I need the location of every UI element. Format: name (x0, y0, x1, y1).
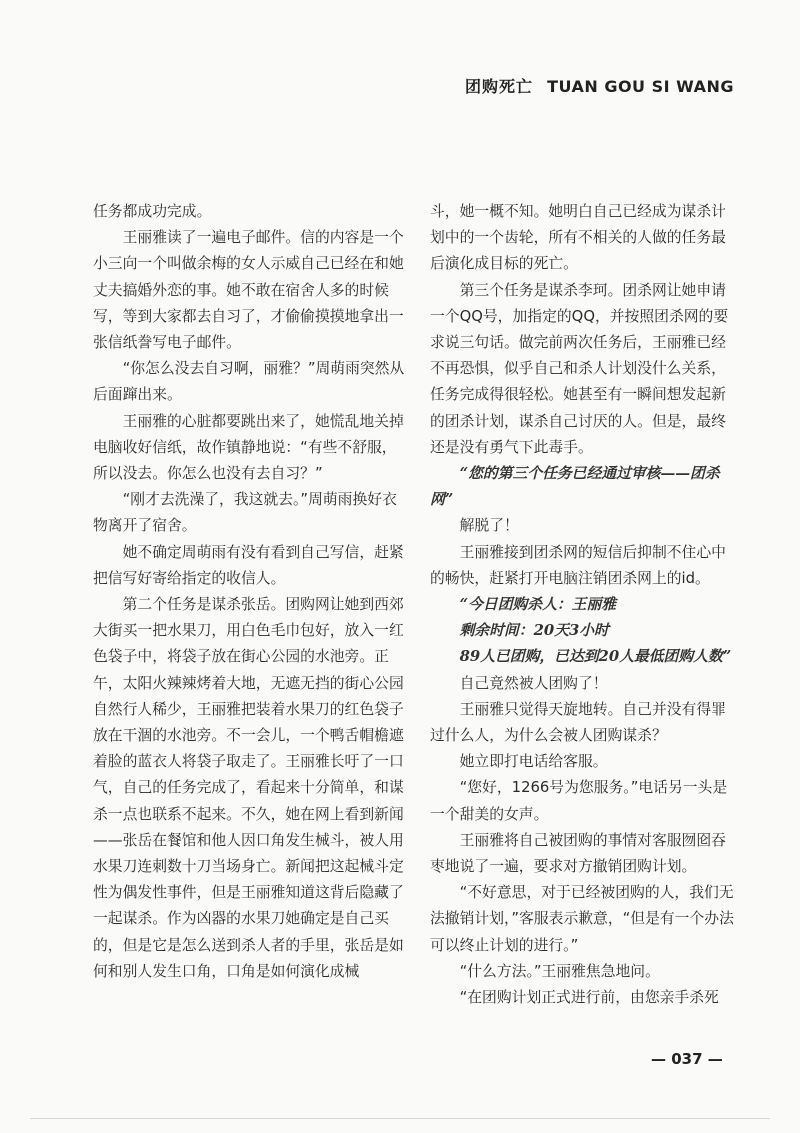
right-text-column (430, 199, 740, 1011)
body-paragraph: “不好意思，对于已经被团购的人，我们无法撤销计划，”客服表示歉意，“但是有一个办法可以终止计划的进行。” (430, 884, 734, 954)
page-number: — 037 — (651, 1050, 723, 1068)
body-paragraph: 任务都成功完成。 (93, 203, 212, 220)
body-paragraph: 王丽雅的心脏都要跳出来了，她慌乱地关掉电脑收好信纸，故作镇静地说：“有些不舒服，所以没去。你怎么也没有去自习？” (93, 412, 404, 483)
body-paragraph: 第二个任务是谋杀张岳。团购网让她到西郊大街买一把水果刀，用白色毛巾包好，放入一红色袋子中，将袋子放在街心公园的水池旁。正午，太阳火辣辣烤着大地，无遮无挡的街心公园自然行人稀少，王丽雅把装着水果刀的红色袋子放在干涸的水池旁。不一会儿，一个鸭舌帽檐遮着脸的蓝衣人将袋子取走了。王丽雅长吁了一口气，自己的任务完成了，看起来十分简单，和谋杀一点也联系不起来。不久，她在网上看到新闻——张岳在餐馆和他人因口角发生械斗，被人用水果刀连刺数十刀当场身亡。新闻把这起械斗定性为偶发性事件，但是王丽雅知道这背后隐藏了一起谋杀。作为凶器的水果刀她确定是自己买的，但是它是怎么送到杀人者的手里，张岳是如何和别人发生口角，口角是如何演化成械 (93, 596, 404, 980)
quoted-message-paragraph: 剩余时间：20天3小时 (459, 622, 609, 640)
body-paragraph: 自己竟然被人团购了！ (459, 674, 608, 692)
body-paragraph: 她立即打电话给客服。 (459, 753, 608, 771)
quoted-message-paragraph: 89人已团购，已达到20人最低团购人数” (459, 648, 732, 666)
body-paragraph: “在团购计划正式进行前，由您亲手杀死 (459, 989, 719, 1007)
body-paragraph: 第三个任务是谋杀李珂。团杀网让她申请一个QQ号，加指定的QQ，并按照团杀网的要求说三句话。做完前两次任务后，王丽雅已经不再恐惧，似乎自己和杀人计划没什么关系，任务完成得很轻松。她甚至有一瞬间想发起新的团杀计划，谋杀自己讨厌的人。但是，最终还是没有勇气下此毒手。 (430, 281, 729, 456)
body-paragraph: 王丽雅读了一遍电子邮件。信的内容是一个小三向一个叫做余梅的女人示威自己已经在和她丈夫搞婚外恋的事。她不敢在宿舍人多的时候写，等到大家都去自习了，才偷偷摸摸地拿出一张信纸誊写电子邮件。 (93, 229, 404, 352)
header-title-pinyin: TUAN GOU SI WANG (547, 77, 734, 96)
body-paragraph: 王丽雅只觉得天旋地转。自己并没有得罪过什么人，为什么会被人团购谋杀？ (430, 700, 726, 745)
body-paragraph: 王丽雅将自己被团购的事情对客服囫囵吞枣地说了一遍，要求对方撤销团购计划。 (430, 831, 726, 876)
page-bottom-rule (30, 1118, 770, 1119)
quoted-message-paragraph: “今日团购杀人：王丽雅 (459, 596, 617, 614)
body-paragraph: “你怎么没去自习啊，丽雅？”周萌雨突然从后面蹿出来。 (93, 360, 405, 404)
header-title-chinese: 团购死亡 (464, 77, 533, 96)
body-paragraph: 她不确定周萌雨有没有看到自己写信，赶紧把信写好寄给指定的收信人。 (93, 543, 404, 587)
left-text-column (93, 199, 409, 985)
running-header (465, 74, 734, 97)
body-paragraph: 斗，她一概不知。她明白自己已经成为谋杀计划中的一个齿轮，所有不相关的人做的任务最后演化成目标的死亡。 (430, 203, 726, 273)
quoted-message-paragraph: “您的第三个任务已经通过审核——团杀网” (430, 465, 720, 509)
body-paragraph: “什么方法。”王丽雅焦急地问。 (459, 962, 660, 980)
body-paragraph: “您好，1266号为您服务。”电话另一头是一个甜美的女声。 (430, 779, 728, 823)
body-paragraph: “刚才去洗澡了，我这就去。”周萌雨换好衣物离开了宿舍。 (93, 491, 397, 535)
body-paragraph: 王丽雅接到团杀网的短信后抑制不住心中的畅快，赶紧打开电脑注销团杀网上的id。 (430, 543, 726, 587)
body-paragraph: 解脱了！ (459, 517, 519, 535)
